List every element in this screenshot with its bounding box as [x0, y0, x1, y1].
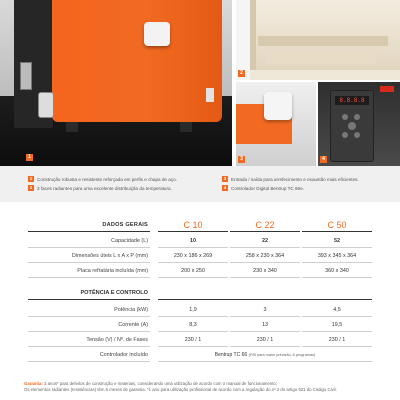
row-label: Tensão (V) / Nº. de Fases [28, 333, 150, 347]
row-label: Potência (kW) [28, 303, 150, 317]
table-row [28, 333, 372, 347]
table-cell: 230 / 1 [230, 333, 300, 347]
feature-item [222, 176, 359, 182]
warranty-text: Os elementos radiantes (resistências) têm 6 meses de garantia. *1 ano para utilização profissional de acordo com a regulação do nº 2 do artigo 921 do Código Civil. [24, 387, 337, 392]
table-cell: 360 x 340 [302, 264, 372, 278]
warranty-label: Garantia: [24, 381, 43, 386]
table-cell: 22 [230, 234, 300, 248]
feature-text: Construção robusta e resistente reforçada em perfis e chapa de aço. [37, 176, 177, 182]
product-photos [0, 0, 400, 166]
model-header: C 22 [230, 218, 300, 232]
table-cell: 393 x 345 x 364 [302, 249, 372, 263]
photo-number: 2 [238, 70, 245, 77]
feature-text: 3 faces radiantes para uma excelente distribuição da temperatura. [37, 185, 172, 191]
table-cell: 230 x 186 x 269 [158, 249, 228, 263]
photo-number: 4 [320, 156, 327, 163]
row-label: Controlador incluído [28, 348, 150, 362]
row-label: Dimensões úteis L x A x P (mm) [28, 249, 150, 263]
feature-number: 4 [223, 185, 227, 190]
feature-item [28, 185, 172, 191]
vent-photo [236, 82, 316, 166]
table-row [28, 348, 372, 362]
table-cell: 230 x 340 [230, 264, 300, 278]
table-row [28, 303, 372, 317]
kiln-interior-photo [236, 0, 400, 80]
table-cell: 200 x 250 [158, 264, 228, 278]
general-data-header: DADOS GERAIS [28, 218, 150, 232]
table-header-row [28, 218, 372, 232]
photo-number: 1 [26, 154, 33, 161]
row-label: Capacidade (L) [28, 234, 150, 248]
warranty-footnote [24, 381, 384, 393]
row-label: Corrente (A) [28, 318, 150, 332]
table-cell: 230 / 1 [302, 333, 372, 347]
warranty-text: 3 anos* para defeitos de construção e materiais, considerando uma utilização de acordo com o manual de funcionamento; [44, 381, 277, 386]
table-cell: 13 [230, 318, 300, 332]
feature-text: Controlador Digital Bentrup TC 66e. [231, 185, 304, 191]
table-cell: 19,5 [302, 318, 372, 332]
controller-display: 8.8.8.8 [335, 96, 369, 105]
feature-item [28, 176, 177, 182]
table-cell: 10 [158, 234, 228, 248]
table-row [28, 318, 372, 332]
table-cell: 4,5 [302, 303, 372, 317]
table-cell: 8,3 [158, 318, 228, 332]
section-header-row [28, 286, 372, 300]
model-header: C 50 [302, 218, 372, 232]
feature-number: 1 [29, 176, 33, 181]
controller-photo [318, 82, 400, 166]
feature-text: Entrada / saída para arrefecimento e exaustão mais eficientes. [231, 176, 359, 182]
table-row [28, 264, 372, 278]
power-control-header: POTÊNCIA E CONTROLO [28, 286, 150, 300]
table-row [28, 234, 372, 248]
feature-number: 2 [29, 185, 33, 190]
features-band [0, 166, 400, 202]
table-cell: 52 [302, 234, 372, 248]
controller-cell: Bentrup TC 66 (P/B para maior precisão; 8 programas) [158, 348, 372, 362]
feature-item [222, 185, 304, 191]
kiln-main-photo [0, 0, 232, 166]
table-cell: 3 [230, 303, 300, 317]
row-label: Placa refratária incluída (mm) [28, 264, 150, 278]
table-cell: 258 x 230 x 364 [230, 249, 300, 263]
model-header: C 10 [158, 218, 228, 232]
photo-number: 3 [238, 156, 245, 163]
spec-table [0, 202, 400, 374]
feature-number: 3 [223, 176, 227, 181]
table-cell: 230 / 1 [158, 333, 228, 347]
table-cell: 1,9 [158, 303, 228, 317]
table-row [28, 249, 372, 263]
